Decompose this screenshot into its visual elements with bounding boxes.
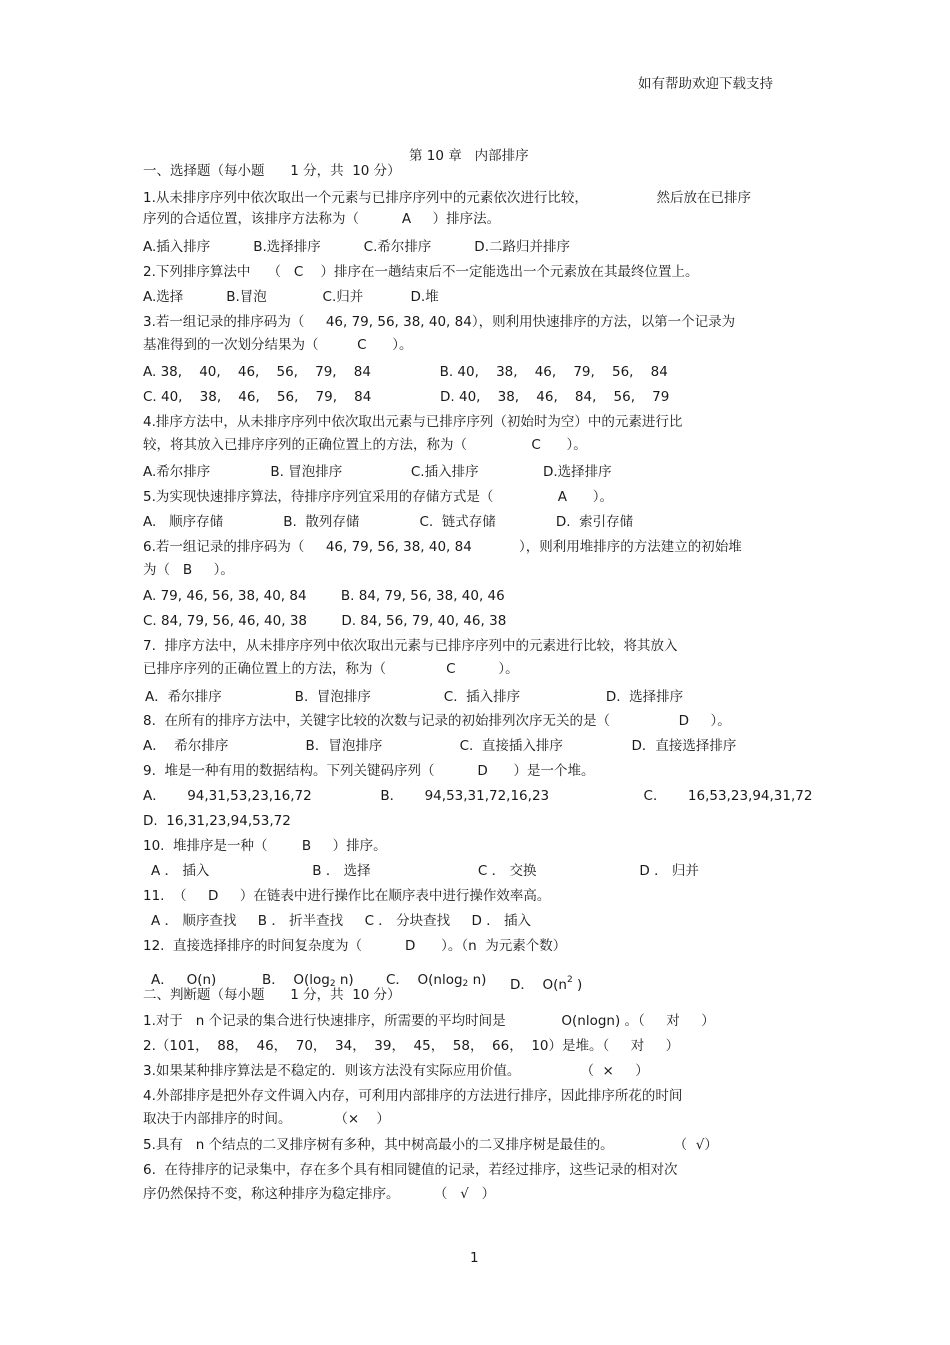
- text-line: 5.为实现快速排序算法，待排序序列宜采用的存储方式是（ A ）。: [143, 489, 613, 505]
- text-line: 4.排序方法中，从未排序序列中依次取出元素与已排序序列（初始时为空）中的元素进行比: [143, 414, 683, 430]
- text-line: C. 40, 38, 46, 56, 79, 84 D. 40, 38, 46, 84, 56, 79: [143, 389, 670, 405]
- text-line: 6. 在待排序的记录集中，存在多个具有相同键值的记录，若经过排序，这些记录的相对次: [143, 1162, 678, 1178]
- q12-option-c: C． O(nlog$_2$ n): [386, 972, 487, 989]
- text-line: 12. 直接选择排序的时间复杂度为（ D ）。（n 为元素个数）: [143, 938, 567, 954]
- text-line: 4.外部排序是把外存文件调入内存，可利用内部排序的方法进行排序，因此排序所花的时间: [143, 1088, 683, 1104]
- text-line: A．希尔排序 B. 冒泡排序 C. 插入排序 D. 选择排序: [145, 689, 684, 705]
- text-line: 序列的合适位置，该排序方法称为（ A ）排序法。: [143, 211, 501, 227]
- text-line: 2.（101， 88， 46， 70， 34， 39， 45， 58， 66， 10）是堆。（ 对 ）: [143, 1038, 680, 1054]
- text-line: 9. 堆是一种有用的数据结构。下列关键码序列（ D ）是一个堆。: [143, 763, 595, 779]
- text-line: 序仍然保持不变，称这种排序为稳定排序。 （ √ ）: [143, 1186, 496, 1202]
- q12-option-d: D． $O(n^2$ ): [510, 975, 583, 993]
- text-line: 3.如果某种排序算法是不稳定的．则该方法没有实际应用价值。 （ × ）: [143, 1063, 649, 1079]
- text-line: C. 84, 79, 56, 46, 40, 38 D. 84, 56, 79, 40, 46, 38: [143, 613, 507, 629]
- text-line: 基准得到的一次划分结果为（ C ）。: [143, 337, 413, 353]
- text-line: A.插入排序 B.选择排序 C.希尔排序 D.二路归并排序: [143, 239, 570, 255]
- text-line: 6.若一组记录的排序码为（ 46, 79, 56, 38, 40, 84 ），则利用堆排序的方法建立的初始堆: [143, 539, 742, 555]
- text-line: A.希尔排序 B. 冒泡排序 C.插入排序 D.选择排序: [143, 464, 612, 480]
- text-line: 11. （ D ）在链表中进行操作比在顺序表中进行操作效率高。: [143, 888, 551, 904]
- q12-option-b: B． $O(\log_2$ n): [262, 972, 354, 989]
- text-line: 1.从未排序序列中依次取出一个元素与已排序序列中的元素依次进行比较， 然后放在已排序: [143, 190, 752, 206]
- text-line: A ． 插入 B ． 选择 C ． 交换 D ． 归并: [151, 863, 699, 879]
- text-line: 为（ B ）。: [143, 562, 234, 578]
- text-line: A． 希尔排序 B．冒泡排序 C. 直接插入排序 D．直接选择排序: [143, 738, 737, 754]
- text-line: 5.具有 n 个结点的二叉排序树有多种，其中树高最小的二叉排序树是最佳的。 （ √）: [143, 1137, 718, 1153]
- text-line: 二、判断题（每小题 1 分，共 10 分）: [143, 987, 401, 1003]
- text-line: A． 94,31,53,23,16,72 B． 94,53,31,72,16,23 C． 16,53,23,94,31,72: [143, 788, 813, 804]
- text-line: A.选择 B.冒泡 C.归并 D.堆: [143, 289, 439, 305]
- text-line: A. 顺序存储 B. 散列存储 C. 链式存储 D. 索引存储: [143, 514, 634, 530]
- text-line: A. 38, 40, 46, 56, 79, 84 B. 40, 38, 46, 79, 56, 84: [143, 364, 668, 380]
- text-line: 取决于内部排序的时间。 （× ）: [143, 1111, 390, 1127]
- text-line: A. 79, 46, 56, 38, 40, 84 B. 84, 79, 56, 38, 40, 46: [143, 588, 505, 604]
- q12-option-a: A． O(n): [151, 972, 217, 988]
- text-line: D. 16,31,23,94,53,72: [143, 813, 291, 829]
- text-line: 10. 堆排序是一种（ B ）排序。: [143, 838, 387, 854]
- text-line: 8. 在所有的排序方法中，关键字比较的次数与记录的初始排列次序无关的是（ D ）。: [143, 713, 731, 729]
- text-line: 已排序序列的正确位置上的方法，称为（ C ）。: [143, 661, 519, 677]
- text-line: 一、选择题（每小题 1 分，共 10 分）: [143, 163, 401, 179]
- text-line: 较，将其放入已排序序列的正确位置上的方法，称为（ C ）。: [143, 437, 587, 453]
- text-line: 7. 排序方法中，从未排序序列中依次取出元素与已排序序列中的元素进行比较，将其放入: [143, 638, 678, 654]
- text-line: A ． 顺序查找 B ． 折半查找 C ． 分块查找 D ． 插入: [151, 913, 532, 929]
- page-number: 1: [470, 1250, 479, 1266]
- chapter-title: 第 10 章 内部排序: [409, 148, 529, 164]
- page-header: 如有帮助欢迎下载支持: [638, 76, 773, 92]
- text-line: 3.若一组记录的排序码为（ 46, 79, 56, 38, 40, 84），则利用快速排序的方法，以第一个记录为: [143, 314, 736, 330]
- text-line: 1.对于 n 个记录的集合进行快速排序，所需要的平均时间是 O(nlogn) 。（ 对 ）: [143, 1013, 715, 1029]
- text-line: 2.下列排序算法中 （ C ）排序在一趟结束后不一定能选出一个元素放在其最终位置上。: [143, 264, 699, 280]
